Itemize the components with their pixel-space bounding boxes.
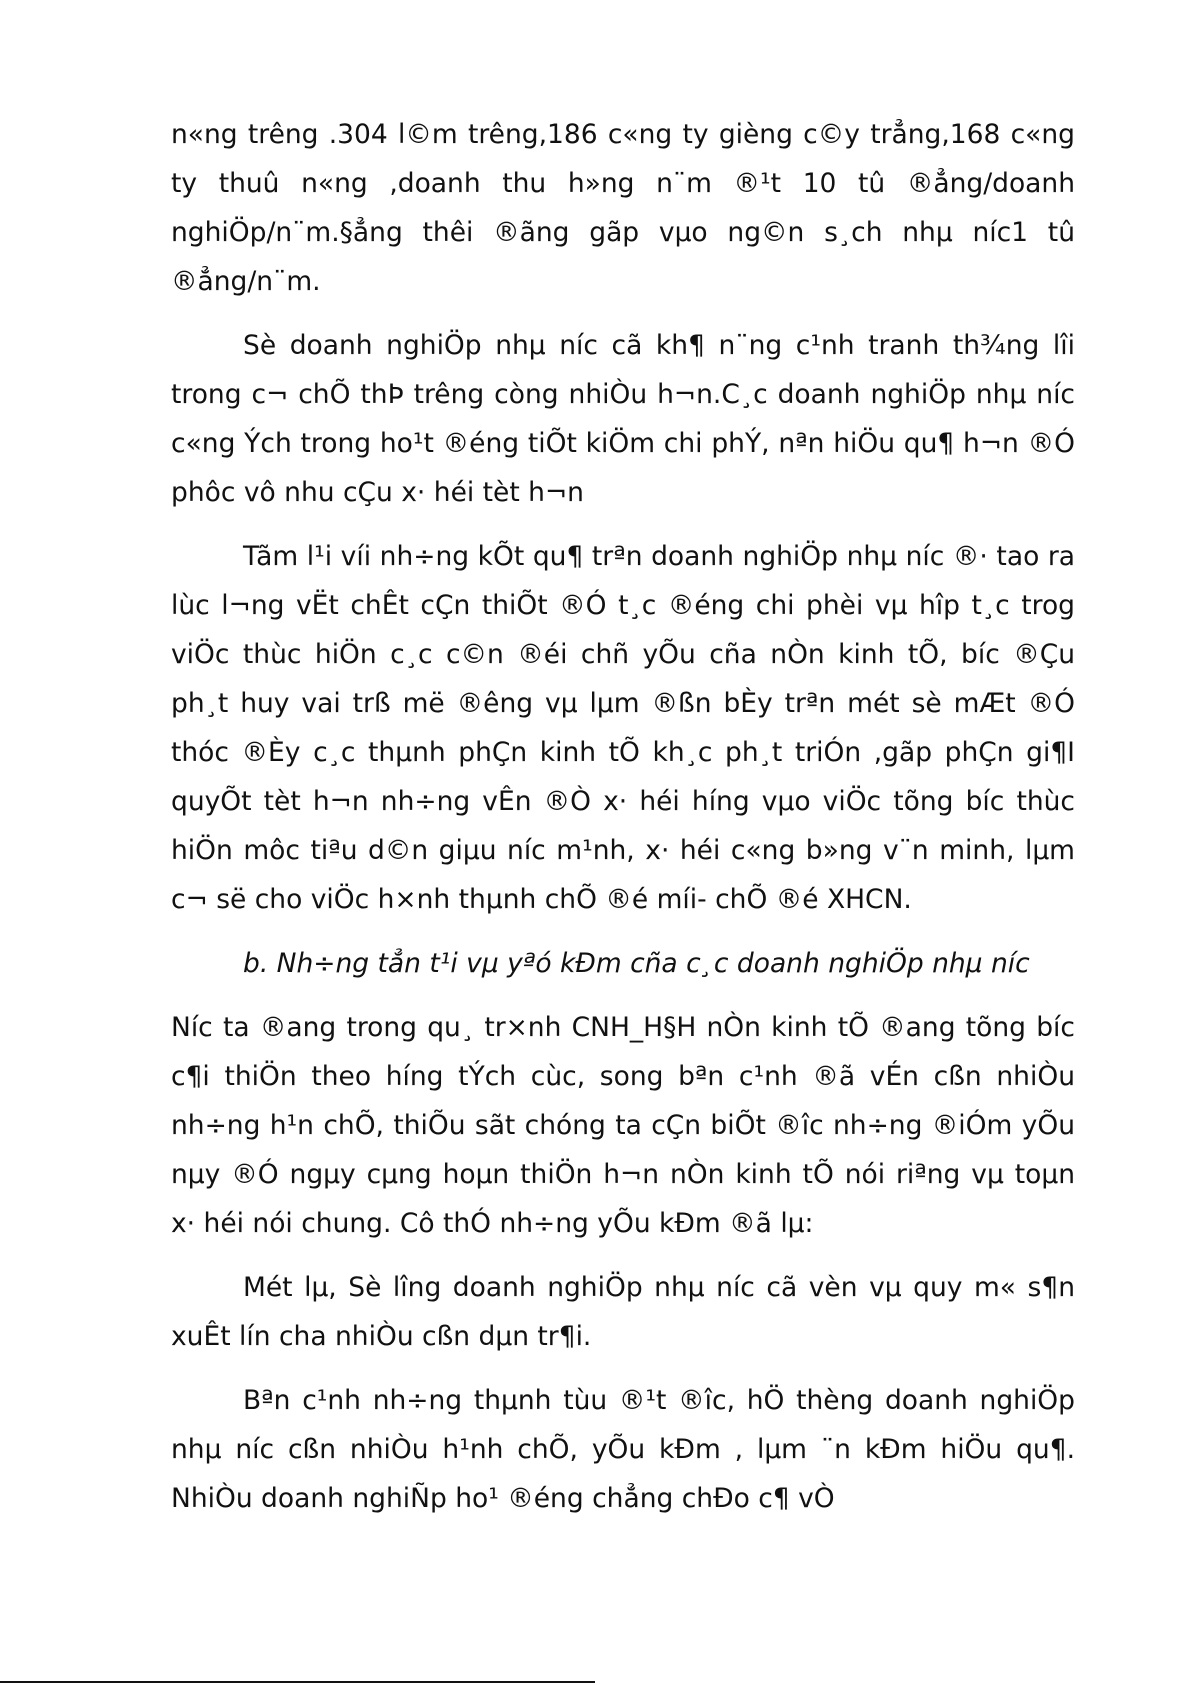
paragraph-summary-results: Tãm l¹i víi nh÷ng kÕt qu¶ trªn doanh nghiÖp nhµ níc ®· tao ra lùc l¬ng vËt chÊt cÇn thiÕt ®Ó t¸c ®éng chi phèi vµ hîp t¸c trog viÖc thùc hiÖn c¸c c©n ®éi chñ yÕu cña nÒn kinh tÕ, bíc ®Çu ph¸t huy vai trß më ®êng vµ lµm ®ßn bÈy trªn mét sè mÆt ®Ó thóc ®Èy c¸c thµnh phÇn kinh tÕ kh¸c ph¸t triÓn ,gãp phÇn gi¶I quyÕt tèt h¬n nh÷ng vÊn ®Ò x· héi híng vµo viÖc tõng bíc thùc hiÖn môc tiªu d©n giµu níc m¹nh, x· héi c«ng b»ng v¨n minh, lµm c¬ së cho viÖc h×nh thµnh chÕ ®é míi- chÕ ®é XHCN. [171, 541, 1075, 915]
paragraph-first-weakness: Mét lµ, Sè lîng doanh nghiÖp nhµ níc cã vèn vµ quy m« s¶n xuÊt lín cha nhiÒu cßn dµn tr¶i. [171, 1272, 1075, 1352]
document-page [171, 110, 1075, 1523]
paragraph-weaknesses-intro: Níc ta ®ang trong qu¸ tr×nh CNH_H§H nÒn kinh tÕ ®ang tõng bíc c¶i thiÖn theo híng tÝch cùc, song bªn c¹nh ®ã vÉn cßn nhiÒu nh÷ng h¹n chÕ, thiÕu sãt chóng ta cÇn biÕt ®îc nh÷ng ®iÓm yÕu nµy ®Ó ngµy cµng hoµn thiÖn h¬n nÒn kinh tÕ nói riªng vµ toµn x· héi nói chung. Cô thÓ nh÷ng yÕu kÐm ®ã lµ: [171, 1012, 1075, 1239]
paragraph-competitiveness: Sè doanh nghiÖp nhµ níc cã kh¶ n¨ng c¹nh tranh th¾ng lîi trong c¬ chÕ thÞ trêng còng nhiÒu h¬n.C¸c doanh nghiÖp nhµ níc c«ng Ých trong ho¹t ®éng tiÕt kiÖm chi phÝ, nªn hiÖu qu¶ h¬n ®Ó phôc vô nhu cÇu x· héi tèt h¬n [171, 330, 1075, 508]
paragraph-limitations: Bªn c¹nh nh÷ng thµnh tùu ®¹t ®îc, hÖ thèng doanh nghiÖp nhµ níc cßn nhiÒu h¹nh chÕ, yÕu kÐm , lµm ¨n kÐm hiÖu qu¶. NhiÒu doanh nghiÑp ho¹ ®éng chẳng chÐo c¶ vÒ [171, 1385, 1075, 1514]
paragraph-intro-continuation: n«ng trêng .304 l©m trêng,186 c«ng ty gièng c©y trẳng,168 c«ng ty thuû n«ng ,doanh thu h»ng n¨m ®¹t 10 tû ®ẳng/doanh nghiÖp/n¨m.§ẳng thêi ®ãng gãp vµo ng©n s¸ch nhµ níc1 tû ®ẳng/n¨m. [171, 119, 1075, 297]
footnote-divider [0, 1681, 595, 1683]
section-heading-weaknesses: b. Nh÷ng tẳn t¹i vµ yªó kÐm cña c¸c doanh nghiÖp nhµ níc [243, 948, 1030, 979]
